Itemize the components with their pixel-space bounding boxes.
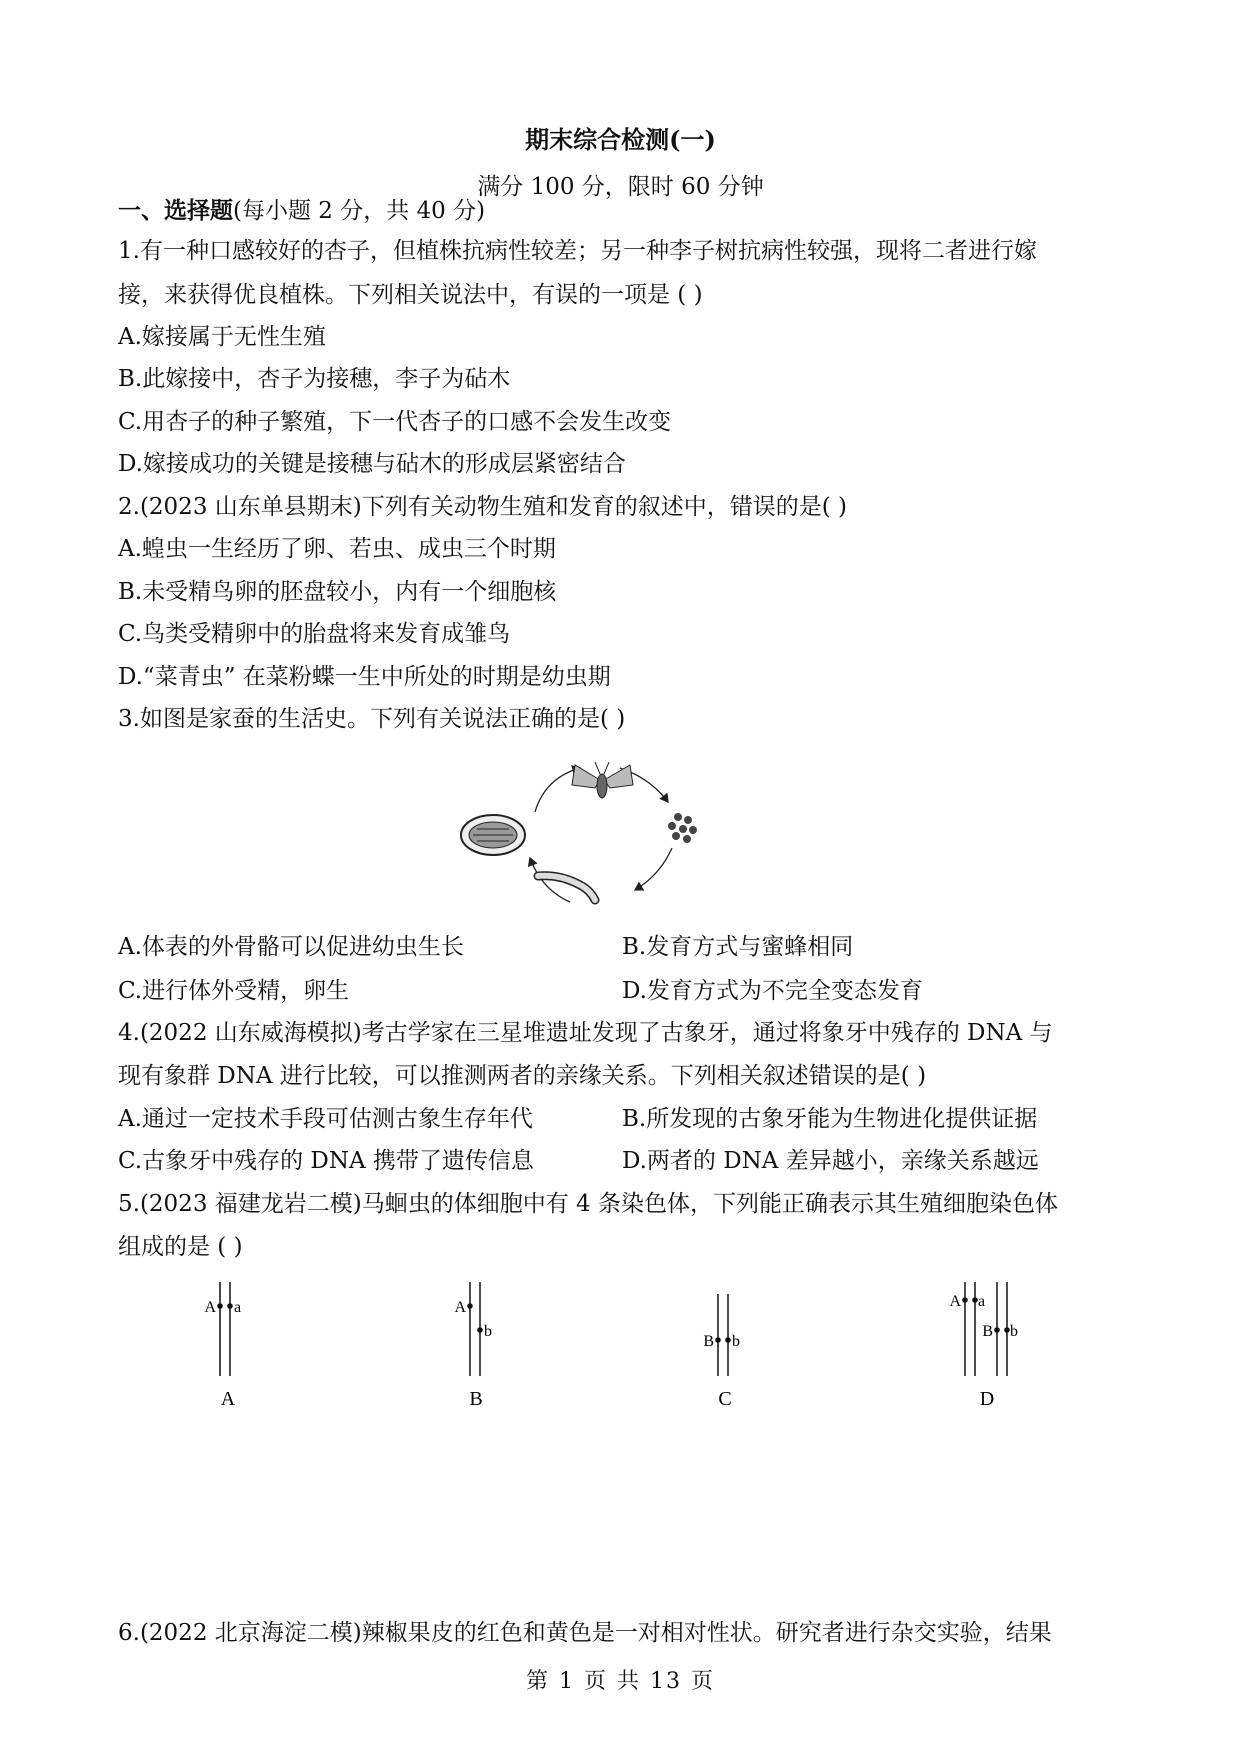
page-subtitle: 满分 100 分，限时 60 分钟 — [477, 174, 764, 200]
q3-option-a: A.体表的外骨骼可以促进幼虫生长 — [118, 934, 464, 960]
q3-option-c: C.进行体外受精，卵生 — [118, 978, 350, 1004]
label-a-1: A — [204, 1299, 216, 1316]
chromosome-figure-b — [440, 1280, 520, 1410]
q2-option-b: B.未受精鸟卵的胚盘较小，内有一个细胞核 — [118, 579, 557, 605]
chromosome-figure-a — [190, 1280, 270, 1410]
label-a-2: a — [234, 1299, 242, 1316]
caption-b: B — [469, 1388, 483, 1410]
label-d-1: A — [949, 1293, 961, 1310]
q1-option-d: D.嫁接成功的关键是接穗与砧木的形成层紧密结合 — [118, 451, 626, 477]
section-heading — [118, 196, 485, 226]
chromosome-figure-c — [688, 1280, 768, 1410]
q4-option-a: A.通过一定技术手段可估测古象生存年代 — [118, 1106, 533, 1132]
q5-stem-line1: 5.(2023 福建龙岩二模)马蛔虫的体细胞中有 4 条染色体，下列能正确表示其生殖细胞染色体 — [118, 1191, 1058, 1217]
page-footer: 第 1 页 共 13 页 — [526, 1669, 715, 1694]
caption-a: A — [220, 1388, 236, 1410]
q3-stem: 3.如图是家蚕的生活史。下列有关说法正确的是( ) — [118, 706, 626, 732]
q1-option-a: A.嫁接属于无性生殖 — [118, 324, 326, 350]
q5-stem-line2: 组成的是 ( ) — [118, 1234, 243, 1260]
page-title: 期末综合检测(一) — [525, 125, 716, 154]
caption-c: C — [718, 1388, 732, 1410]
label-c-1: B — [703, 1333, 714, 1350]
q1-option-c: C.用杏子的种子繁殖，下一代杏子的口感不会发生改变 — [118, 409, 672, 435]
moth-icon — [572, 762, 633, 798]
q1-option-b: B.此嫁接中，杏子为接穗，李子为砧木 — [118, 366, 511, 392]
cocoon-figure — [455, 805, 535, 865]
q4-stem-line1: 4.(2022 山东威海模拟)考古学家在三星堆遗址发现了古象牙，通过将象牙中残存的 DNA 与 — [118, 1020, 1053, 1046]
caption-d: D — [979, 1388, 995, 1410]
label-d-4: b — [1010, 1323, 1018, 1340]
q3-option-b: B.发育方式与蜜蜂相同 — [622, 934, 854, 960]
q2-option-d: D.“菜青虫” 在菜粉蝶一生中所处的时期是幼虫期 — [118, 664, 611, 690]
q2-option-a: A.蝗虫一生经历了卵、若虫、成虫三个时期 — [118, 536, 556, 562]
q1-stem-line1: 1.有一种口感较好的杏子，但植株抗病性较差；另一种李子树抗病性较强，现将二者进行嫁 — [118, 238, 1037, 264]
q6-stem-line1: 6.(2022 北京海淀二模)辣椒果皮的红色和黄色是一对相对性状。研究者进行杂交实验，结果 — [118, 1620, 1052, 1646]
q4-option-d: D.两者的 DNA 差异越小，亲缘关系越远 — [622, 1148, 1039, 1174]
label-b-2: b — [484, 1323, 492, 1340]
eggs-icon — [668, 813, 697, 843]
label-d-3: B — [982, 1323, 993, 1340]
label-b-1: A — [454, 1299, 466, 1316]
section-title: 一、选择题 — [118, 197, 233, 224]
larva-icon — [538, 876, 595, 900]
q3-option-d: D.发育方式为不完全变态发育 — [622, 978, 923, 1004]
label-c-2: b — [732, 1333, 740, 1350]
q2-stem: 2.(2023 山东单县期末)下列有关动物生殖和发育的叙述中，错误的是( ) — [118, 494, 847, 520]
label-d-2: a — [978, 1293, 986, 1310]
q4-option-c: C.古象牙中残存的 DNA 携带了遗传信息 — [118, 1148, 534, 1174]
q2-option-c: C.鸟类受精卵中的胎盘将来发育成雏鸟 — [118, 621, 511, 647]
chromosome-figure-d — [935, 1280, 1045, 1410]
section-note: (每小题 2 分，共 40 分) — [233, 198, 486, 224]
q1-stem-line2: 接，来获得优良植株。下列相关说法中，有误的一项是 ( ) — [118, 282, 703, 308]
q4-option-b: B.所发现的古象牙能为生物进化提供证据 — [622, 1106, 1038, 1132]
q4-stem-line2: 现有象群 DNA 进行比较，可以推测两者的亲缘关系。下列相关叙述错误的是( ) — [118, 1063, 927, 1089]
